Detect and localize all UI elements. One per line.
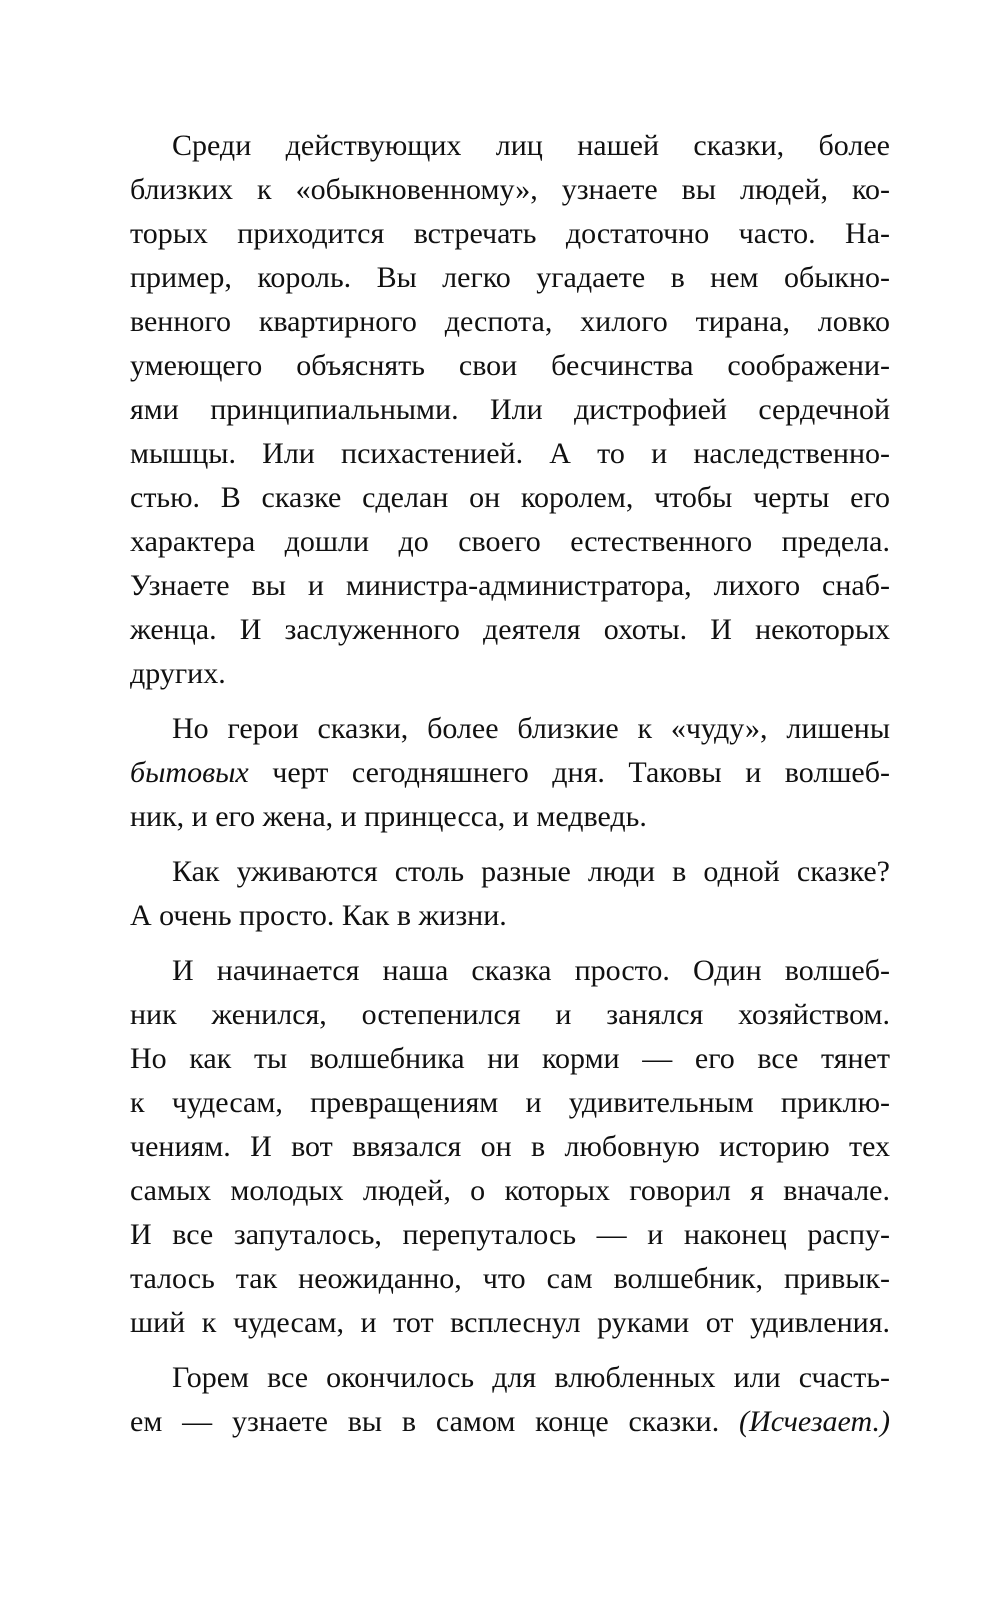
paragraph-5: [130, 1356, 890, 1444]
text-line: к чудесам, превращениям и удивительным приклю-: [130, 1086, 890, 1119]
text-line: ник, и его жена, и принцесса, и медведь.: [130, 800, 647, 833]
text-line: мышцы. Или психастенией. А то и наследственно-: [130, 437, 890, 470]
paragraph-1: [130, 124, 890, 696]
text-fragment: ем — узнаете вы в самом конце сказки.: [130, 1405, 740, 1438]
text-line: умеющего объяснять свои бесчинства соображени-: [130, 349, 890, 382]
text-line: Среди действующих лиц нашей сказки, более: [172, 129, 890, 162]
text-line: стью. В сказке сделан он королем, чтобы черты его: [130, 481, 890, 514]
text-line: Как уживаются столь разные люди в одной сказке?: [172, 855, 890, 888]
text-block: [130, 124, 890, 1444]
paragraph-4: [130, 949, 890, 1345]
italic-word: бытовых: [130, 756, 249, 789]
paragraph-3: [130, 850, 890, 938]
text-line: самых молодых людей, о которых говорил я вначале.: [130, 1174, 890, 1207]
text-line: чениям. И вот ввязался он в любовную историю тех: [130, 1130, 890, 1163]
text-line: И начинается наша сказка просто. Один волшеб-: [172, 954, 890, 987]
text-line: венного квартирного деспота, хилого тирана, ловко: [130, 305, 890, 338]
text-line: торых приходится встречать достаточно часто. На-: [130, 217, 890, 250]
text-line: Горем все окончилось для влюбленных или счасть-: [172, 1361, 890, 1394]
text-line: талось так неожиданно, что сам волшебник, привык-: [130, 1262, 890, 1295]
text-line: близких к «обыкновенному», узнаете вы людей, ко-: [130, 173, 890, 206]
text-line: ник женился, остепенился и занялся хозяйством.: [130, 998, 890, 1031]
paragraph-2: [130, 707, 890, 839]
text-line: пример, король. Вы легко угадаете в нем обыкно-: [130, 261, 890, 294]
text-line: Узнаете вы и министра-администратора, лихого снаб-: [130, 569, 890, 602]
text-line: Но герои сказки, более близкие к «чуду», лишены: [172, 712, 890, 745]
text-line: И все запуталось, перепуталось — и наконец распу-: [130, 1218, 890, 1251]
text-line: других.: [130, 657, 226, 690]
text-line: характера дошли до своего естественного предела.: [130, 525, 890, 558]
text-line: [130, 751, 890, 795]
text-line: ший к чудесам, и тот всплеснул руками от удивления.: [130, 1306, 890, 1339]
text-line: Но как ты волшебника ни корми — его все тянет: [130, 1042, 890, 1075]
text-line: женца. И заслуженного деятеля охоты. И некоторых: [130, 613, 890, 646]
text-line: ями принципиальными. Или дистрофией сердечной: [130, 393, 890, 426]
text-line: [130, 1400, 890, 1444]
text-line: А очень просто. Как в жизни.: [130, 899, 507, 932]
stage-direction: (Исчезает.): [739, 1405, 890, 1438]
text-fragment: черт сегодняшнего дня. Таковы и волшеб-: [248, 756, 890, 789]
